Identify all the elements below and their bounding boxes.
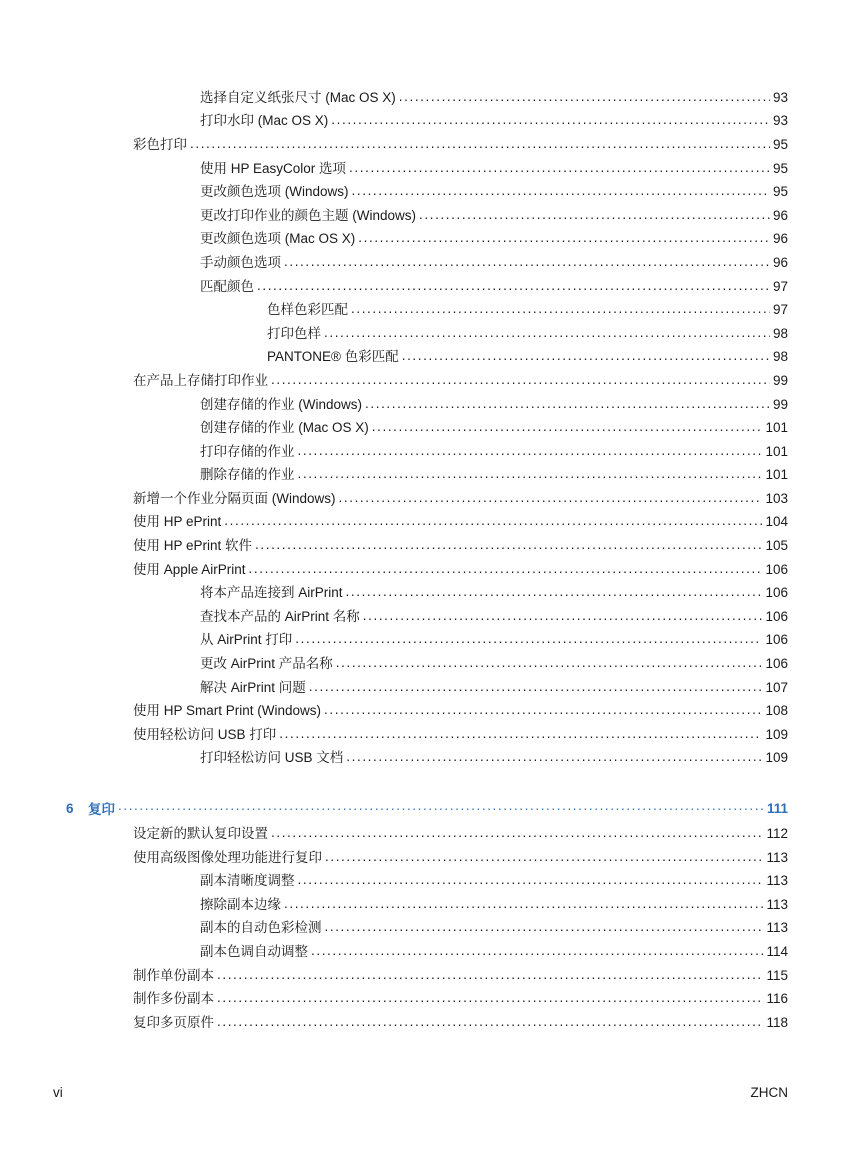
toc-entry-page-number: 106 [765, 608, 788, 624]
toc-entry[interactable] [0, 251, 868, 275]
dot-leader [257, 280, 770, 294]
toc-entry-page-number: 97 [772, 302, 788, 318]
toc-entry-title: 从 AirPrint 打印 [200, 632, 293, 648]
toc-entry-title: 副本的自动色彩检测 [200, 920, 322, 936]
toc-entry[interactable] [0, 416, 868, 440]
toc-entry-title: 创建存储的作业 (Mac OS X) [200, 420, 369, 436]
toc-entry[interactable] [0, 228, 868, 252]
dot-leader [346, 751, 762, 765]
table-of-contents [0, 86, 868, 1035]
toc-entry[interactable] [0, 676, 868, 700]
toc-entry-title: 更改颜色选项 (Windows) [200, 184, 349, 200]
dot-leader [217, 992, 763, 1006]
toc-entry[interactable] [0, 298, 868, 322]
toc-entry-page-number: 99 [772, 372, 788, 388]
toc-entry-page-number: 113 [766, 873, 788, 889]
toc-entry[interactable] [0, 581, 868, 605]
toc-entry[interactable] [0, 893, 868, 917]
toc-entry-page-number: 101 [765, 467, 788, 483]
toc-entry-page-number: 113 [766, 849, 788, 865]
toc-entry[interactable] [0, 133, 868, 157]
dot-leader [295, 633, 762, 647]
toc-entry-title: 更改 AirPrint 产品名称 [200, 656, 333, 672]
toc-entry-page-number: 106 [765, 632, 788, 648]
dot-leader [255, 539, 762, 553]
toc-entry[interactable] [0, 487, 868, 511]
toc-entry-title: 删除存储的作业 [200, 467, 295, 483]
toc-entry[interactable] [0, 747, 868, 771]
dot-leader [298, 468, 763, 482]
chapter-number: 6 [66, 800, 74, 816]
dot-leader [298, 874, 764, 888]
toc-entry-page-number: 97 [772, 278, 788, 294]
dot-leader [271, 374, 770, 388]
toc-entry-title: 使用 HP ePrint 软件 [133, 538, 253, 554]
toc-entry[interactable] [0, 110, 868, 134]
toc-entry-title: 查找本产品的 AirPrint 名称 [200, 608, 360, 624]
dot-leader [325, 851, 763, 865]
toc-entry-page-number: 107 [765, 679, 788, 695]
dot-leader [346, 586, 763, 600]
toc-entry[interactable] [0, 558, 868, 582]
dot-leader [249, 563, 763, 577]
toc-entry-title: 在产品上存储打印作业 [133, 372, 268, 388]
toc-entry-page-number: 95 [772, 184, 788, 200]
toc-entry-page-number: 103 [765, 490, 788, 506]
toc-entry-title: 色样色彩匹配 [267, 302, 348, 318]
toc-entry-page-number: 116 [766, 991, 788, 1007]
dot-leader [311, 945, 763, 959]
toc-entry[interactable] [0, 629, 868, 653]
dot-leader [363, 610, 763, 624]
dot-leader [372, 421, 763, 435]
toc-entry-title: 更改打印作业的颜色主题 (Windows) [200, 207, 417, 223]
dot-leader [349, 162, 770, 176]
toc-entry[interactable] [0, 846, 868, 870]
toc-entry[interactable] [0, 652, 868, 676]
toc-entry-page-number: 113 [766, 920, 788, 936]
toc-entry-title: 使用轻松访问 USB 打印 [133, 726, 277, 742]
toc-entry-title: 打印轻松访问 USB 文档 [200, 750, 344, 766]
toc-entry[interactable] [0, 511, 868, 535]
toc-entry-page-number: 106 [765, 561, 788, 577]
toc-entry-page-number: 112 [766, 826, 788, 842]
toc-entry[interactable] [0, 346, 868, 370]
toc-entry-page-number: 98 [772, 325, 788, 341]
dot-leader [402, 350, 770, 364]
dot-leader [284, 256, 770, 270]
toc-entry[interactable] [0, 464, 868, 488]
page-number-footer: vi [53, 1085, 63, 1100]
toc-entry-page-number: 106 [765, 656, 788, 672]
toc-entry-title: 使用 Apple AirPrint [133, 561, 246, 577]
toc-entry-page-number: 101 [765, 443, 788, 459]
toc-entry[interactable] [0, 440, 868, 464]
toc-entry-page-number: 105 [765, 538, 788, 554]
toc-entry-page-number: 108 [765, 703, 788, 719]
toc-entry-title: 新增一个作业分隔页面 (Windows) [133, 490, 336, 506]
dot-leader [365, 398, 770, 412]
toc-entry-title: 解决 AirPrint 问题 [200, 679, 306, 695]
toc-entry[interactable] [0, 322, 868, 346]
toc-entry[interactable] [0, 275, 868, 299]
toc-entry-title: 匹配颜色 [200, 278, 254, 294]
chapter-page-number: 111 [766, 800, 788, 816]
toc-entry[interactable] [0, 964, 868, 988]
dot-leader [419, 209, 770, 223]
toc-entry-page-number: 118 [766, 1014, 788, 1030]
toc-entry-title: 选择自定义纸张尺寸 (Mac OS X) [200, 89, 396, 105]
toc-entry-page-number: 93 [772, 113, 788, 129]
toc-entry-title: PANTONE® 色彩匹配 [267, 349, 399, 365]
dot-leader [224, 515, 762, 529]
toc-section-copy [0, 822, 868, 1034]
toc-entry[interactable] [0, 369, 868, 393]
dot-leader [309, 681, 763, 695]
dot-leader [324, 704, 762, 718]
dot-leader [399, 91, 770, 105]
toc-entry-title: 打印水印 (Mac OS X) [200, 113, 329, 129]
toc-entry[interactable] [0, 204, 868, 228]
toc-entry-page-number: 96 [772, 207, 788, 223]
dot-leader [324, 327, 770, 341]
dot-leader [284, 898, 763, 912]
toc-entry-page-number: 96 [772, 254, 788, 270]
dot-leader [298, 445, 763, 459]
toc-entry-title: 制作多份副本 [133, 991, 214, 1007]
dot-leader [358, 232, 770, 246]
toc-entry-title: 使用 HP EasyColor 选项 [200, 160, 347, 176]
toc-entry-title: 创建存储的作业 (Windows) [200, 396, 363, 412]
dot-leader [279, 728, 762, 742]
toc-entry-page-number: 113 [766, 896, 788, 912]
toc-entry-title: 彩色打印 [133, 136, 187, 152]
toc-entry-title: 使用 HP ePrint [133, 514, 222, 530]
toc-entry[interactable] [0, 1011, 868, 1035]
toc-entry-title: 更改颜色选项 (Mac OS X) [200, 231, 356, 247]
toc-entry[interactable] [0, 157, 868, 181]
toc-entry-title: 使用高级图像处理功能进行复印 [133, 849, 322, 865]
dot-leader [217, 969, 763, 983]
toc-entry-title: 副本清晰度调整 [200, 873, 295, 889]
dot-leader [325, 921, 764, 935]
toc-entry[interactable] [0, 940, 868, 964]
toc-entry[interactable] [0, 86, 868, 110]
dot-leader [217, 1016, 763, 1030]
toc-entry-page-number: 99 [772, 396, 788, 412]
toc-entry-title: 制作单份副本 [133, 967, 214, 983]
toc-entry-page-number: 115 [766, 967, 788, 983]
dot-leader [118, 801, 764, 815]
toc-entry[interactable] [0, 393, 868, 417]
dot-leader [339, 492, 763, 506]
toc-section-print [0, 86, 868, 770]
toc-entry[interactable] [0, 723, 868, 747]
toc-entry-page-number: 95 [772, 160, 788, 176]
toc-entry-page-number: 101 [765, 420, 788, 436]
toc-entry-page-number: 106 [765, 585, 788, 601]
toc-entry-title: 打印存储的作业 [200, 443, 295, 459]
toc-entry-title: 使用 HP Smart Print (Windows) [133, 703, 322, 719]
toc-entry-page-number: 95 [772, 136, 788, 152]
toc-entry-title: 手动颜色选项 [200, 254, 281, 270]
dot-leader [351, 303, 770, 317]
toc-entry[interactable] [0, 605, 868, 629]
toc-entry-page-number: 96 [772, 231, 788, 247]
toc-entry[interactable] [0, 987, 868, 1011]
dot-leader [331, 114, 770, 128]
dot-leader [271, 827, 763, 841]
toc-entry-title: 将本产品连接到 AirPrint [200, 585, 343, 601]
chapter-title: 复印 [88, 802, 115, 818]
toc-chapter-heading[interactable] [0, 796, 868, 820]
toc-entry[interactable] [0, 534, 868, 558]
toc-entry[interactable] [0, 699, 868, 723]
toc-entry-title: 打印色样 [267, 325, 321, 341]
toc-entry-title: 擦除副本边缘 [200, 896, 281, 912]
dot-leader [352, 185, 770, 199]
toc-entry[interactable] [0, 917, 868, 941]
toc-entry[interactable] [0, 180, 868, 204]
toc-entry-page-number: 114 [766, 943, 788, 959]
dot-leader [336, 657, 763, 671]
dot-leader [190, 138, 770, 152]
toc-entry[interactable] [0, 869, 868, 893]
toc-entry-page-number: 98 [772, 349, 788, 365]
toc-entry-title: 复印多页原件 [133, 1014, 214, 1030]
toc-entry-title: 设定新的默认复印设置 [133, 826, 268, 842]
toc-entry-page-number: 109 [765, 750, 788, 766]
toc-entry-page-number: 109 [765, 726, 788, 742]
toc-entry-title: 副本色调自动调整 [200, 943, 308, 959]
language-code-footer: ZHCN [750, 1085, 788, 1100]
toc-entry[interactable] [0, 822, 868, 846]
toc-entry-page-number: 104 [765, 514, 788, 530]
toc-entry-page-number: 93 [772, 89, 788, 105]
